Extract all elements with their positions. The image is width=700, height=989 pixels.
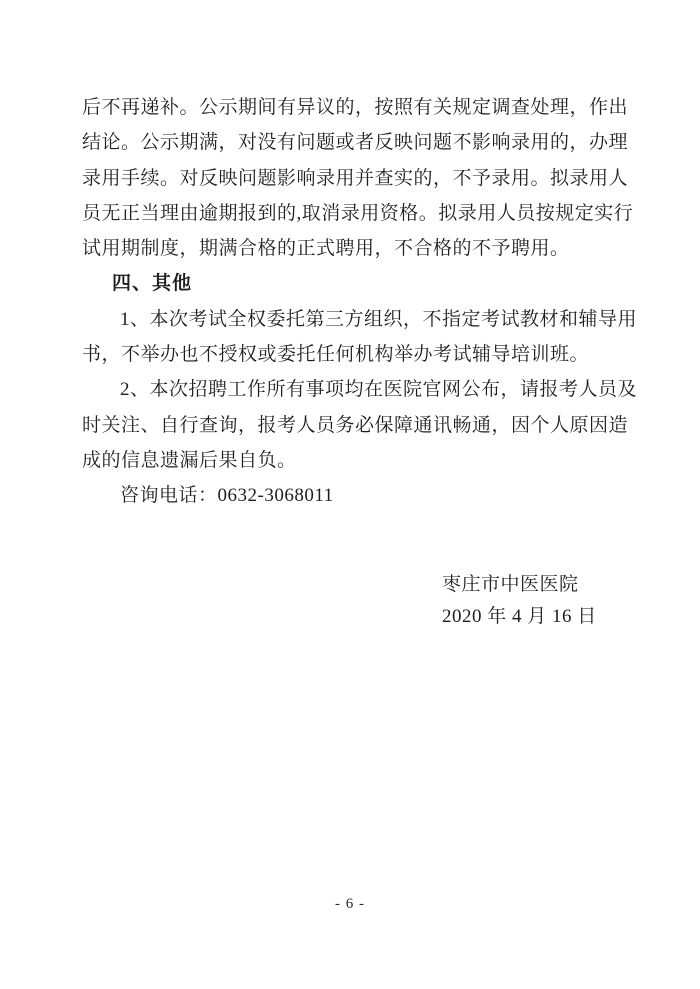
item2-line: 时关注、自行查询，报考人员务必保障通讯畅通，因个人原因造 xyxy=(82,414,629,436)
signature-date: 2020 年 4 月 16 日 xyxy=(442,605,597,627)
item1-line: 书，不举办也不授权或委托任何机构举办考试辅导培训班。 xyxy=(82,344,590,366)
signature-org: 枣庄市中医医院 xyxy=(442,574,579,595)
item1-line: 1、本次考试全权委托第三方组织，不指定考试教材和辅导用 xyxy=(120,308,638,330)
paragraph-continued-line: 试用期制度，期满合格的正式聘用，不合格的不予聘用。 xyxy=(82,238,570,260)
paragraph-continued-line: 员无正当理由逾期报到的,取消录用资格。拟录用人员按规定实行 xyxy=(82,202,634,224)
item2-line: 2、本次招聘工作所有事项均在医院官网公布，请报考人员及 xyxy=(120,379,638,401)
page-number: - 6 - xyxy=(335,896,365,912)
signature-block xyxy=(442,569,597,632)
item2-line: 成的信息遗漏后果自负。 xyxy=(82,449,297,471)
paragraph-continued-line: 结论。公示期满，对没有问题或者反映问题不影响录用的，办理 xyxy=(82,132,629,154)
contact-phone-line: 咨询电话：0632-3068011 xyxy=(120,485,334,507)
paragraph-continued-line: 后不再递补。公示期间有异议的，按照有关规定调查处理，作出 xyxy=(82,97,629,118)
section-heading-other: 四、其他 xyxy=(112,273,193,295)
document-body xyxy=(82,90,638,514)
paragraph-continued-line: 录用手续。对反映问题影响录用并查实的，不予录用。拟录用人 xyxy=(82,167,629,189)
